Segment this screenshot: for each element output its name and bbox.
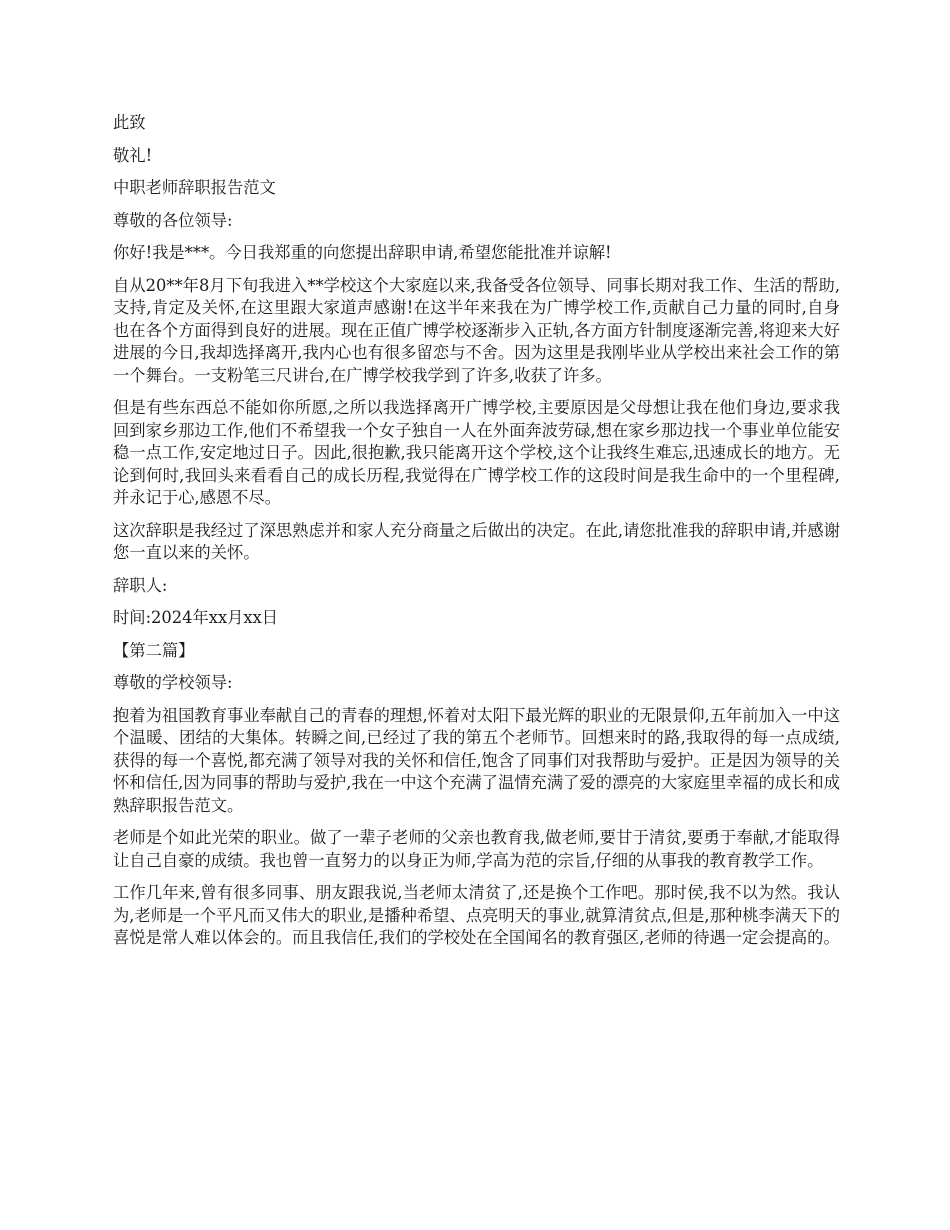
body-paragraph: 工作几年来,曾有很多同事、朋友跟我说,当老师太清贫了,还是换个工作吧。那时侯,我不以为然。我认为,老师是一个平凡而又伟大的职业,是播种希望、点亮明天的事业,就算清贫点,但是,那种桃李满天下的喜悦是常人难以体会的。而且我信任,我们的学校处在全国闻名的教育强区,老师的待遇一定会提高的。 — [113, 883, 840, 947]
body-paragraph: 这次辞职是我经过了深思熟虑并和家人充分商量之后做出的决定。在此,请您批准我的辞职申请,并感谢您一直以来的关怀。 — [113, 520, 840, 562]
section-heading: 【第二篇】 — [113, 640, 195, 660]
closing-line: 此致 — [113, 113, 146, 132]
body-paragraph: 但是有些东西总不能如你所愿,之所以我选择离开广博学校,主要原因是父母想让我在他们身边,要求我回到家乡那边工作,他们不希望我一个女子独自一人在外面奔波劳碌,想在家乡那边找一个事业单位能安稳一点工作,安定地过日子。因此,很抱歉,我只能离开这个学校,这个让我终生难忘,迅速成长的地方。无论到何时,我回头来看看自己的成长历程,我觉得在广博学校工作的这段时间是我生命中的一个里程碑,并永记于心,感恩不尽。 — [113, 398, 840, 507]
greeting-line: 尊敬的各位领导: — [113, 210, 233, 230]
body-paragraph: 你好!我是***。今日我郑重的向您提出辞职申请,希望您能批准并谅解! — [113, 243, 612, 262]
date-line: 时间:2024年xx月xx日 — [113, 608, 279, 627]
document-page — [113, 112, 840, 960]
body-paragraph: 自从20**年8月下旬我进入**学校这个大家庭以来,我备受各位领导、同事长期对我工作、生活的帮助,支持,肯定及关怀,在这里跟大家道声感谢!在这半年来我在为广博学校工作,贡献自己力量的同时,自身也在各个方面得到良好的进展。现在正值广博学校逐渐步入正轨,各方面方针制度逐渐完善,将迎来大好进展的今日,我却选择离开,我内心也有很多留恋与不舍。因为这里是我刚毕业从学校出来社会工作的第一个舞台。一支粉笔三尺讲台,在广博学校我学到了许多,收获了许多。 — [113, 275, 840, 385]
salutation-line: 敬礼! — [113, 145, 153, 165]
greeting-line: 尊敬的学校领导: — [113, 673, 233, 692]
body-paragraph: 抱着为祖国教育事业奉献自己的青春的理想,怀着对太阳下最光辉的职业的无限景仰,五年前加入一中这个温暖、团结的大集体。转瞬之间,已经过了我的第五个老师节。回想来时的路,我取得的每一点成绩,获得的每一个喜悦,都充满了领导对我的关怀和信任,饱含了同事们对我帮助与爱护。正是因为领导的关怀和信任,因为同事的帮助与爱护,我在一中这个充满了温情充满了爱的漂亮的大家庭里幸福的成长和成熟辞职报告范文。 — [113, 705, 840, 815]
document-title: 中职老师辞职报告范文 — [113, 178, 276, 197]
body-paragraph: 老师是个如此光荣的职业。做了一辈子老师的父亲也教育我,做老师,要甘于清贫,要勇于奉献,才能取得让自己自豪的成绩。我也曾一直努力的以身正为师,学高为范的宗旨,仔细的从事我的教育教学工作。 — [113, 828, 840, 870]
signature-line: 辞职人: — [113, 575, 168, 595]
